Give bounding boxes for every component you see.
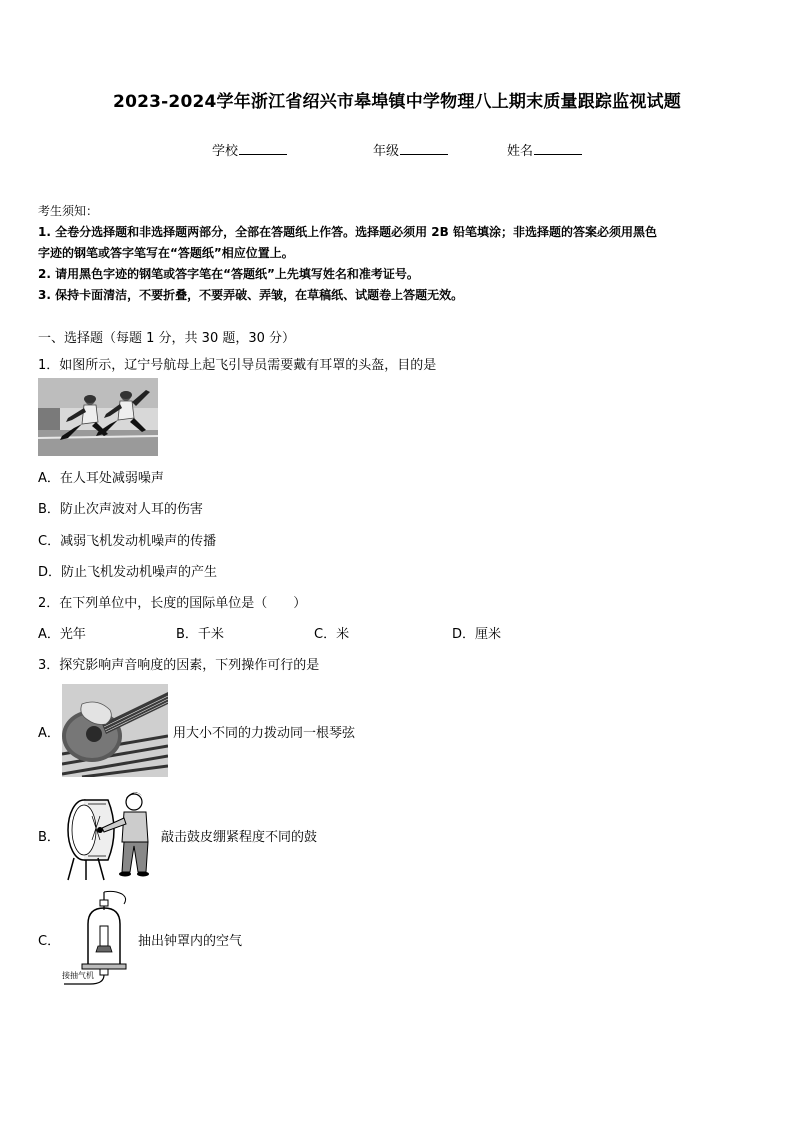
q1-flight-deck-photo [38,378,158,456]
school-label: 学校 [212,144,239,159]
page-title: 2023-2024学年浙江省绍兴市皋埠镇中学物理八上期末质量跟踪监视试题 [113,92,681,112]
notice-head: 考生须知： [38,204,99,218]
student-info-row [0,140,794,160]
q3-option-a-label[interactable]: A． [38,726,60,741]
notice-item-1a: 1. 全卷分选择题和非选择题两部分，全部在答题纸上作答。选择题必须用 2B 铅笔填涂；非选择题的答案必须用黑色 [38,225,657,239]
q2-option-b[interactable]: B．千米 [176,627,224,642]
q1-option-c[interactable]: C．减弱飞机发动机噪声的传播 [38,534,217,549]
q1-option-a[interactable]: A．在人耳处减弱噪声 [38,471,164,486]
q3-drum-drawing [62,788,160,882]
name-field[interactable] [507,140,582,159]
q3-pump-label: 接抽气机 [62,971,94,980]
name-blank[interactable] [534,142,582,155]
q3-bell-jar-drawing [60,890,134,986]
exam-notice [38,201,758,306]
q3-option-c-label[interactable]: C． [38,934,61,949]
q2-option-c[interactable]: C．米 [314,627,350,642]
notice-item-1b: 字迹的钢笔或答字笔写在“答题纸”相应位置上。 [38,246,294,260]
section-heading: 一、选择题（每题 1 分，共 30 题，30 分） [38,331,296,346]
q2-option-d[interactable]: D．厘米 [452,627,502,642]
q3-option-a-text: 用大小不同的力拨动同一根琴弦 [173,726,356,741]
q2-option-a[interactable]: A．光年 [38,627,86,642]
grade-label: 年级 [373,144,400,159]
q2-stem: 2．在下列单位中，长度的国际单位是（ ） [38,596,307,611]
q3-option-b-label[interactable]: B． [38,830,60,845]
q3-stem: 3．探究影响声音响度的因素，下列操作可行的是 [38,658,320,673]
school-blank[interactable] [239,142,287,155]
notice-item-2: 2. 请用黑色字迹的钢笔或答字笔在“答题纸”上先填写姓名和准考证号。 [38,267,419,281]
grade-blank[interactable] [400,142,448,155]
q1-option-b[interactable]: B．防止次声波对人耳的伤害 [38,502,203,517]
q1-option-d[interactable]: D．防止飞机发动机噪声的产生 [38,565,218,580]
grade-field[interactable] [373,140,448,159]
q3-option-c-text: 抽出钟罩内的空气 [138,934,243,949]
q3-option-b-text: 敲击鼓皮绷紧程度不同的鼓 [161,830,318,845]
q3-guitar-photo [62,684,168,777]
school-field[interactable] [212,140,287,159]
q1-stem: 1．如图所示，辽宁号航母上起飞引导员需要戴有耳罩的头盔，目的是 [38,358,437,373]
name-label: 姓名 [507,144,534,159]
notice-item-3: 3. 保持卡面清洁，不要折叠，不要弄破、弄皱，在草稿纸、试题卷上答题无效。 [38,288,464,302]
